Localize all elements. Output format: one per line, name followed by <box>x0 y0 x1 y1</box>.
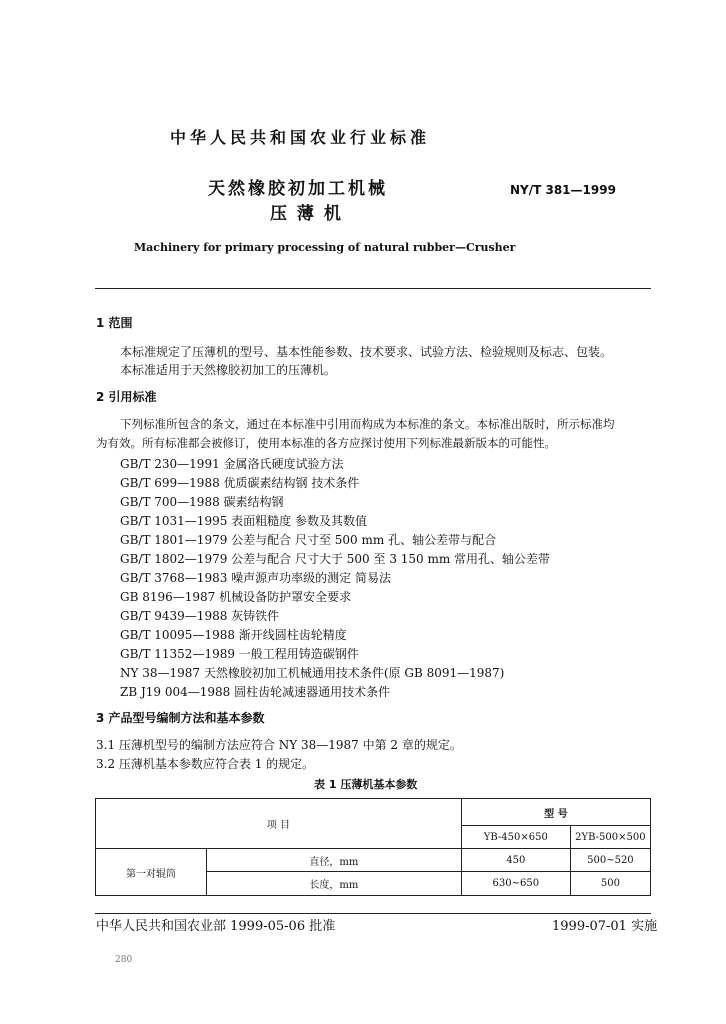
cell-value: 450 <box>461 849 570 872</box>
reference-item: GB/T 10095—1988 渐开线圆柱齿轮精度 <box>120 628 347 642</box>
reference-item: ZB J19 004—1988 圆柱齿轮减速器通用技术条件 <box>120 685 391 699</box>
title-line1: 天然橡胶初加工机械 <box>208 179 388 199</box>
section1-para: 本标准适用于天然橡胶初加工的压薄机。 <box>120 363 337 377</box>
reference-item: GB/T 11352—1989 一般工程用铸造碳钢件 <box>120 647 359 661</box>
section2-para: 为有效。所有标准都会被修订，使用本标准的各方应探讨使用下列标准最新版本的可能性。 <box>96 436 556 450</box>
clause-3-1: 3.1 压薄机型号的编制方法应符合 NY 38—1987 中第 2 章的规定。 <box>96 738 462 752</box>
reference-item: GB/T 1802—1979 公差与配合 尺寸大于 500 至 3 150 mm 常用孔、轴公差带 <box>120 552 551 566</box>
model-header: 型 号 <box>461 799 650 826</box>
effective-date: 1999-07-01 实施 <box>552 919 658 934</box>
item-header: 项 目 <box>96 799 462 849</box>
cell-value: 500~520 <box>570 849 650 872</box>
cell-value: 500 <box>570 872 650 896</box>
reference-item: GB 8196—1987 机械设备防护罩安全要求 <box>120 590 352 604</box>
cell-value: 630~650 <box>461 872 570 896</box>
page-number: 280 <box>115 955 133 965</box>
section2-heading: 2 引用标准 <box>96 390 157 404</box>
section3-heading: 3 产品型号编制方法和基本参数 <box>96 711 265 725</box>
model-name: YB-450×650 <box>461 826 570 849</box>
reference-item: GB/T 230—1991 金属洛氏硬度试验方法 <box>120 457 344 471</box>
model-name: 2YB-500×500 <box>570 826 650 849</box>
reference-item: GB/T 9439—1988 灰铸铁件 <box>120 609 280 623</box>
section2-para: 下列标准所包含的条文，通过在本标准中引用而构成为本标准的条文。本标准出版时，所示标准均 <box>120 417 615 431</box>
row-label: 直径，mm <box>207 849 462 872</box>
org-standard-heading: 中华人民共和国农业行业标准 <box>170 128 431 147</box>
reference-item: GB/T 1031—1995 表面粗糙度 参数及其数值 <box>120 514 367 528</box>
standard-code: NY/T 381—1999 <box>510 183 616 197</box>
clause-3-2: 3.2 压薄机基本参数应符合表 1 的规定。 <box>96 757 315 771</box>
reference-item: NY 38—1987 天然橡胶初加工机械通用技术条件(原 GB 8091—1987) <box>120 666 505 680</box>
reference-item: GB/T 700—1988 碳素结构钢 <box>120 495 284 509</box>
reference-item: GB/T 1801—1979 公差与配合 尺寸至 500 mm 孔、轴公差带与配合 <box>120 533 497 547</box>
reference-item: GB/T 3768—1983 噪声源声功率级的测定 简易法 <box>120 571 391 585</box>
row-group-label: 第一对辊筒 <box>96 849 207 896</box>
header-divider <box>95 288 651 289</box>
title-line2: 压 薄 机 <box>270 204 343 224</box>
approval-text: 中华人民共和国农业部 1999-05-06 批准 <box>96 919 336 934</box>
section1-para: 本标准规定了压薄机的型号、基本性能参数、技术要求、试验方法、检验规则及标志、包装。 <box>120 345 613 359</box>
english-title: Machinery for primary processing of natural rubber—Crusher <box>134 241 516 254</box>
section1-heading: 1 范围 <box>96 316 133 330</box>
table-caption: 表 1 压薄机基本参数 <box>314 778 418 791</box>
footer-divider <box>95 913 651 914</box>
reference-item: GB/T 699—1988 优质碳素结构钢 技术条件 <box>120 476 360 490</box>
parameters-table <box>95 798 651 896</box>
row-label: 长度，mm <box>207 872 462 896</box>
